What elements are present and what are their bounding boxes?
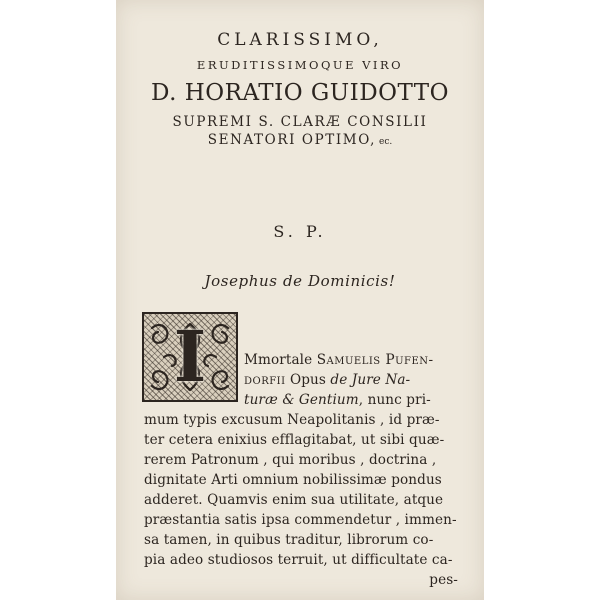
book-page <box>116 0 484 600</box>
body-line: adderet. Quamvis enim sua utilitate, atque <box>144 492 444 508</box>
dedicatee-name: D. HORATIO GUIDOTTO <box>150 80 450 106</box>
salutation: S. P. <box>273 222 327 241</box>
dedication-heading-eruditissimoque: ERUDITISSIMOQUE VIRO <box>196 58 404 72</box>
author-name: Josephus de Dominicis! <box>204 272 396 290</box>
body-line: ter cetera enixius efflagitabat, ut sibi quæ- <box>144 432 445 448</box>
catchword: pes- <box>429 572 458 588</box>
body-line <box>244 372 410 388</box>
body-text: Opus <box>285 372 331 388</box>
author-reference: Samuelis Pufen- <box>316 352 434 368</box>
body-line <box>244 352 434 368</box>
decorated-initial <box>142 312 238 402</box>
initial-letter: I <box>173 315 207 398</box>
dedication-heading-clarissimo: CLARISSIMO, <box>217 30 383 50</box>
etcetera-abbrev: ec. <box>379 137 393 147</box>
dedicatee-title-line1: SUPREMI S. CLARÆ CONSILII <box>172 114 428 130</box>
body-text: Mmortale <box>244 352 317 368</box>
dedicatee-title-text: SENATORI OPTIMO, <box>207 132 377 148</box>
body-line: dignitate Arti omnium nobilissimæ pondus <box>144 472 442 488</box>
body-line <box>244 392 431 408</box>
body-line: pia adeo studiosos terruit, ut difficultate ca- <box>144 552 453 568</box>
body-line: rerem Patronum , qui moribus , doctrina , <box>144 452 437 468</box>
body-line: sa tamen, in quibus traditur, librorum co- <box>144 532 434 548</box>
work-title: de Jure Na- <box>330 372 411 388</box>
body-text: , nunc pri- <box>358 392 431 408</box>
work-title: turæ & Gentium <box>244 392 359 408</box>
body-line: præstantia satis ipsa commendetur , immen- <box>144 512 457 528</box>
dedicatee-title-line2 <box>116 132 484 148</box>
body-line: mum typis excusum Neapolitanis , id præ- <box>144 412 440 428</box>
author-reference: dorfii <box>244 372 286 388</box>
